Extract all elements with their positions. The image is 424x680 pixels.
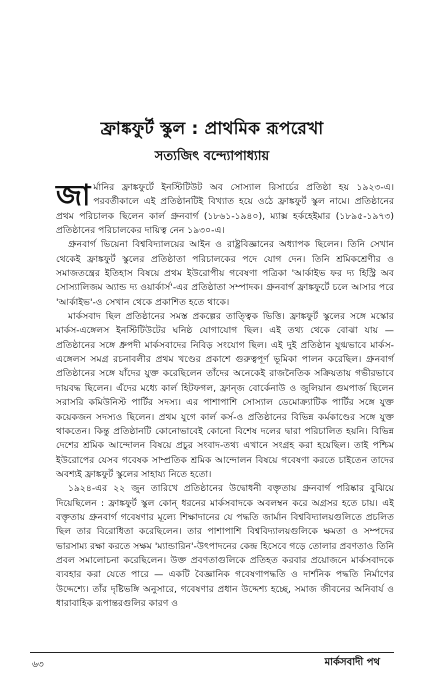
paragraph-1-text: র্মানির ফ্রাঙ্কফুর্টে ইনস্টিটিউট অব সোস্যাল রিসার্চের প্রতিষ্ঠা হয় ১৯২৩-এ। পরবর্তীকালে এই প্রতিষ্ঠানটিই বিখ্যাত হয়ে ওঠে ফ্রাঙ্কফুর্ট স্কুল নামে। প্রতিষ্ঠানের প্রথম পরিচালক ছিলেন কার্ল গ্রুনবার্গ (১৮৬১-১৯৪০), ম্যাক্স হর্কহেইমার (১৮৯৫-১৯৭৩) প্রতিষ্ঠানের পরিচালকের দায়িত্ব নেন ১৯৩০-এ।: [56, 182, 394, 237]
article-body: [56, 178, 394, 611]
journal-name: মার্কসবাদী পথ: [324, 657, 380, 668]
page-number: ৬৩: [32, 660, 44, 670]
footer-rule: [30, 652, 394, 653]
paragraph-4: ১৯২৪-এর ২২ জুন তারিখে প্রতিষ্ঠানের উদ্বোধনী বক্তৃতায় গ্রুনবার্গ পরিষ্কার বুঝিয়ে দিয়েছিলেন : ফ্রাঙ্কফুর্ট স্কুল কোন্ ধরনের মার্কসবাদকে অবলম্বন করে অগ্রসর হতে চায়। এই বক্তৃতায় গ্রুনবার্গ গবেষণার মূল্যে শিক্ষাদানের যে পদ্ধতি জার্মান বিশ্ববিদ্যালয়গুলিতে প্রচলিত ছিল তার বিরোধিতা করেছিলেন। তার পাশাপাশি বিশ্ববিদ্যালয়গুলিকে ক্ষমতা ও সম্পদের ভারসাম্য রক্ষা করতে সক্ষম 'ম্যান্ডারিন'-উৎপাদনের কেন্দ্র হিসেবে গড়ে তোলার প্রবণতাও তিনি প্রবল সমালোচনা করেছিলেন। উক্ত প্রবণতাগুলিকে প্রতিহত করবার প্রয়োজনে মার্কসবাদকে ব্যবহার করা যেতে পারে — একটি বৈজ্ঞানিক গবেষণাপদ্ধতি ও দার্শনিক পদ্ধতি নির্মাণের উদ্দেশ্যে। তাঁর দৃষ্টিভঙ্গি অনুসারে, গবেষণার প্রধান উদ্দেশ্য হচ্ছে, সমাজ জীবনের অনিবার্য ও ধারাবাহিক রূপান্তরগুলির কারণ ও: [56, 483, 394, 609]
article-author: সত্যজিৎ বন্দ্যোপাধ্যায়: [154, 149, 270, 164]
drop-cap: জা: [56, 178, 91, 212]
paragraph-2: গ্রুনবার্গ ভিয়েনা বিশ্ববিদ্যালয়ের আইন ও রাষ্ট্রবিজ্ঞানের অধ্যাপক ছিলেন। তিনি সেখান থেকেই ফ্রাঙ্কফুর্ট স্কুলের প্রতিষ্ঠাতা পরিচালকের পদে যোগ দেন। তিনি শ্রমিকশ্রেণীর ও সমাজতন্ত্রের ইতিহাস বিষয়ে প্রথম ইউরোপীয় গবেষণা পত্রিকা 'আর্কাইভ ফর দ্য হিস্ট্রি অব সোস্যালিজম অ্যান্ড দ্য ওয়ার্কার্স'-এর প্রতিষ্ঠাতা সম্পাদক। গ্রুনবার্গ ফ্রাঙ্কফুর্টে চলে আসার পরে 'আর্কাইভ'-ও সেখান থেকে প্রকাশিত হতে থাকে।: [56, 239, 394, 308]
paragraph-1: [56, 178, 394, 238]
article-title: ফ্রাঙ্কফুর্ট স্কুল : প্রাথমিক রূপরেখা: [100, 119, 324, 139]
paragraph-3: মার্কসবাদ ছিল প্রতিষ্ঠানের সমস্ত প্রকল্পের তাত্ত্বিক ভিত্তি। ফ্রাঙ্কফুর্ট স্কুলের সঙ্গে মস্কোর মার্কস-এঙ্গেলস ইনস্টিটিউটের ঘনিষ্ঠ যোগাযোগ ছিল। এই তথ্য থেকে বোঝা যায় — প্রতিষ্ঠানের সঙ্গে ধ্রুপদী মার্কসবাদের নিবিড় সংযোগ ছিল। এই দুই প্রতিষ্ঠান যুগ্মভাবে মার্কস-এঙ্গেলস সমগ্র রচনাবলীর প্রথম খণ্ডের প্রকাশে গুরুত্বপূর্ণ ভূমিকা পালন করেছিল। গ্রুনবার্গ প্রতিষ্ঠানের সঙ্গে যাঁদের যুক্ত করেছিলেন তাঁদের অনেকেই রাজনৈতিক সক্রিয়তায় গভীরভাবে দায়বদ্ধ ছিলেন। এঁদের মধ্যে কার্ল হিটফগল, ফ্রান্জ বোর্কেনাউ ও জুলিয়ান গুমপার্জ ছিলেন সরাসরি কমিউনিস্ট পার্টির সদস্য। এর পাশাপাশি সোস্যাল ডেমোক্র্যাটিক পার্টির সঙ্গে যুক্ত কয়েকজন সদস্যও ছিলেন। প্রথম যুগে কার্ল কর্স-ও প্রতিষ্ঠানের বিভিন্ন কর্মকাণ্ডের সঙ্গে যুক্ত থাকতেন। কিন্তু প্রতিষ্ঠানটি কোনোভাবেই কোনো বিশেষ দলের দ্বারা পরিচালিত হয়নি। বিভিন্ন দেশের শ্রমিক আন্দোলন বিষয়ে প্রচুর সংবাদ-তথ্য এখানে সংগ্রহ করা হয়েছিল। তাই পশ্চিম ইউরোপের যেসব গবেষক সাম্প্রতিক শ্রমিক আন্দোলন বিষয়ে গবেষণা করতে চাইতেন তাদের অবশ্যই ফ্রাঙ্কফুর্ট স্কুলের সাহায্য নিতে হতো।: [56, 311, 394, 480]
